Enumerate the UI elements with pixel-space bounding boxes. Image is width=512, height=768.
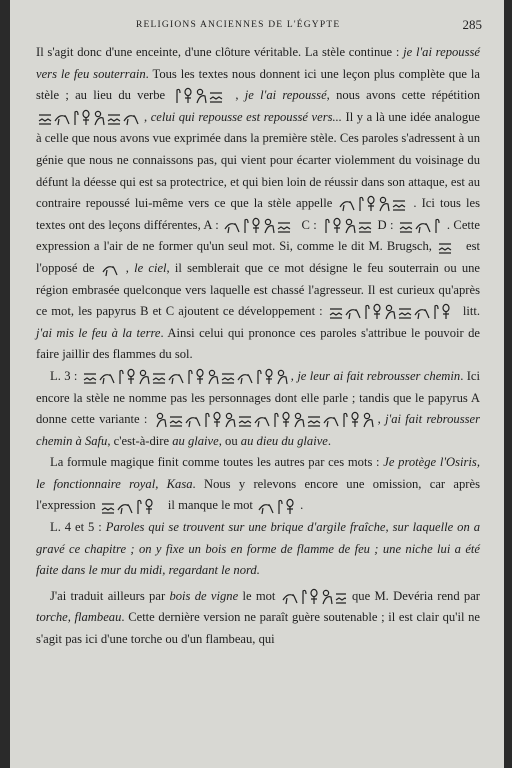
italic-text: au dieu du glaive (240, 433, 328, 448)
text-run: Il s'agit donc d'une enceinte, d'une clôture véritable. La stèle continue : (36, 45, 404, 59)
hieroglyph-development (329, 303, 457, 321)
text-run: . Nous y relevons encore une omission, car après l'expression (36, 476, 480, 513)
hieroglyph-missing-word (258, 498, 298, 516)
italic-text: je l'ai repoussé vers le feu souterrain (36, 45, 480, 81)
hieroglyph-line-3 (83, 368, 289, 386)
hieroglyph-variant-a (224, 217, 296, 235)
text-run: litt. (458, 304, 480, 319)
running-title: RELIGIONS ANCIENNES DE L'ÉGYPTE (136, 20, 341, 30)
text-run: D : (374, 217, 397, 232)
italic-text: j'ai mis le feu à la terre (36, 325, 161, 340)
hieroglyph-sky (102, 260, 124, 278)
book-page (10, 0, 504, 768)
hieroglyph-repetition-group (38, 109, 142, 127)
text-run: . Ici tous les textes ont des leçons différentes, A : (36, 196, 480, 232)
text-run: est l'opposé de (36, 239, 480, 275)
hieroglyph-expression (101, 498, 163, 516)
page-header (10, 17, 504, 34)
hieroglyph-variant-d (399, 217, 445, 235)
hieroglyph-papyrus-a-variant (154, 411, 376, 429)
hieroglyph-underworld (438, 238, 460, 256)
italic-text: je leur ai fait rebrousser chemin (297, 368, 461, 383)
text-run: , (290, 368, 298, 383)
text-run: que M. Devéria rend par (347, 588, 480, 603)
italic-text: celui qui repousse est repoussé vers... (150, 109, 342, 124)
text-run: , (235, 88, 245, 103)
text-run: . Ainsi celui qui prononce ces paroles s'attribue le pouvoir de faire jaillir des flammes du sol. (36, 325, 480, 362)
italic-text: j'ai fait rebrousser chemin à Safu (36, 412, 481, 448)
text-run: , (125, 260, 135, 275)
text-run: . Ici encore la stèle ne nomme pas les personnages dont elle parle ; tandis que le papyrus A donne cette variante : (36, 368, 480, 427)
paragraph (36, 366, 480, 452)
italic-text: bois de vigne (169, 588, 239, 603)
hieroglyph-vine-wood (282, 588, 346, 606)
text-run: , c'est-à-dire (107, 433, 173, 448)
text-run: L. 3 : (50, 368, 81, 383)
hieroglyph-variant-c (322, 217, 372, 235)
paragraph (36, 517, 480, 582)
body-text (36, 42, 480, 651)
text-run: La formule magique finit comme toutes les autres par ces mots : (50, 455, 384, 470)
text-run: Il y a là une idée analogue à celle que nous avons vue exprimée dans la première stèle. Ces paroles s'adressent à un génie que nous ne connaissons pas, qui vient pour écarter violemment du voisinage du défunt la déesse qui est sa protectrice, et qui bien loin de réussir dans son attaque, est au contraire repoussé lui-même vers ce que la stèle appelle (36, 109, 480, 211)
text-run: J'ai traduit ailleurs par (50, 588, 170, 603)
text-run: . Cette expression a l'air de ne former qu'un seul mot. Si, comme le dit M. Brugsch, (36, 217, 480, 254)
text-run: L. 4 et 5 : (50, 520, 106, 535)
italic-text: Je protège l'Osiris, le fonctionnaire royal, Kasa (36, 455, 480, 491)
paragraph (36, 452, 480, 517)
text-run: , il semblerait que ce mot désigne le feu souterrain ou une région embrasée quelconque vers laquelle est chassé l'agresseur. Il est curieux qu'après ce mot, les papyrus B et C ajoutent ce développement : (36, 260, 480, 319)
text-run: , (144, 109, 151, 124)
text-run: . Tous les textes nous donnent ici une leçon plus complète que la stèle ; au lieu du verbe (36, 66, 480, 103)
italic-text: Paroles qui se trouvent sur une brique d'argile fraîche, sur laquelle on a gravé ce chapitre ; on y fixe un bois en forme de flamme de feu ; une niche lui a été faite dans le mur du midi, regardant le nord. (36, 520, 480, 578)
text-run: , nous avons cette répétition (326, 88, 480, 103)
italic-text: au glaive (172, 433, 219, 448)
text-run: . (300, 498, 304, 513)
text-run: , (377, 412, 386, 427)
text-run: C : (298, 217, 321, 232)
italic-text: torche, flambeau (36, 610, 122, 625)
text-run: . Cette dernière version ne paraît guère soutenable ; il est clair qu'il ne s'agit pas ici d'une torche ou d'un flambeau, qui (36, 610, 480, 647)
hieroglyph-verb-group (173, 87, 233, 105)
hieroglyph-stele-term (339, 195, 411, 213)
italic-text: le ciel (134, 260, 167, 275)
page-number: 285 (462, 17, 482, 32)
paragraph (36, 586, 480, 651)
italic-text: je l'ai repoussé (244, 88, 327, 103)
text-run: . (327, 433, 332, 448)
text-run: , ou (218, 433, 241, 448)
text-run: il manque le mot (164, 498, 257, 513)
paragraph (36, 42, 480, 366)
text-run: le mot (238, 588, 280, 603)
